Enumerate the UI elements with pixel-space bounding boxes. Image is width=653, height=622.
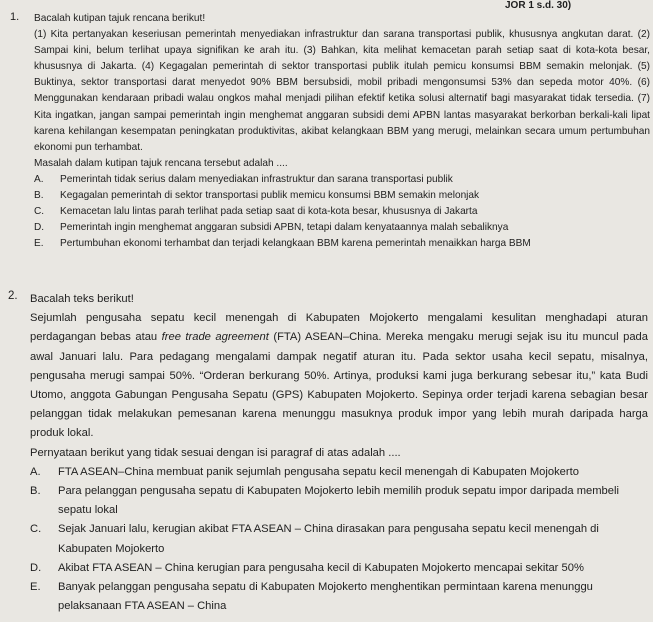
question-1-option-c[interactable] xyxy=(34,204,650,220)
question-2-paragraph xyxy=(30,309,648,443)
question-2-option-e[interactable] xyxy=(30,578,648,616)
option-text: Pertumbuhan ekonomi terhambat dan terjadi kelangkaan BBM karena pemerintah menaikkan harga BBM xyxy=(60,238,531,250)
question-1-option-d[interactable] xyxy=(34,220,650,236)
option-text: Banyak pelanggan pengusaha sepatu di Kabupaten Mojokerto menghentikan permintaan karena menunggu pelaksanaan FTA ASEAN – China xyxy=(58,581,593,613)
question-1-intro: Bacalah kutipan tajuk rencana berikut! xyxy=(34,13,206,24)
paragraph-italic-term: free trade agreement xyxy=(161,331,269,344)
option-text: Kegagalan pemerintah di sektor transportasi publik memicu konsumsi BBM semakin melonjak xyxy=(60,190,480,202)
question-1-option-b[interactable] xyxy=(34,188,650,204)
option-text: Pemerintah tidak serius dalam menyediakan infrastruktur dan sarana transportasi publik xyxy=(60,173,453,185)
question-2 xyxy=(8,290,648,616)
option-text: Akibat FTA ASEAN – China kerugian para pengusaha kecil di Kabupaten Mojokerto mencapai sekitar 50% xyxy=(58,561,584,574)
option-text: Pemerintah ingin menghemat anggaran subsidi APBN, tetapi dalam kenyataannya malah sebaliknya xyxy=(60,222,509,234)
question-1 xyxy=(10,11,650,252)
option-letter: E. xyxy=(30,581,41,594)
option-text: Para pelanggan pengusaha sepatu di Kabupaten Mojokerto lebih memilih produk sepatu impor daripada membeli sepatu lokal xyxy=(58,485,619,517)
question-2-option-b[interactable] xyxy=(30,482,648,520)
question-1-prompt: Masalah dalam kutipan tajuk rencana tersebut adalah .... xyxy=(34,157,288,169)
option-letter: D. xyxy=(34,222,45,234)
question-2-intro: Bacalah teks berikut! xyxy=(30,293,134,305)
page-header-ref: JOR 1 s.d. 30) xyxy=(505,0,572,11)
question-2-number: 2. xyxy=(8,290,18,302)
option-letter: A. xyxy=(34,173,44,185)
question-2-option-a[interactable] xyxy=(30,463,648,482)
option-letter: D. xyxy=(30,561,42,574)
question-2-option-c[interactable] xyxy=(30,520,648,558)
option-text: FTA ASEAN–China membuat panik sejumlah pengusaha sepatu kecil menengah di Kabupaten Mojokerto xyxy=(58,465,579,478)
option-letter: C. xyxy=(30,523,42,536)
paragraph-text-a: Sejumlah pengusaha sepatu kecil menengah di Kabupaten Mojokerto mengalami kesulitan menghadapi aturan perdagangan bebas atau xyxy=(30,312,648,344)
option-text: Sejak Januari lalu, kerugian akibat FTA ASEAN – China dirasakan para pengusaha sepatu kecil menengah di Kabupaten Mojokerto xyxy=(58,523,599,555)
option-letter: B. xyxy=(34,190,44,202)
option-letter: A. xyxy=(30,465,41,478)
question-1-option-a[interactable] xyxy=(34,172,650,188)
paragraph-text-b: (FTA) ASEAN–China. Mereka mengaku merugi sejak isu itu muncul pada awal Januari lalu. Para pedagang mengalami dampak negatif aturan itu. Pada sektor usaha kecil sepatu, misalnya, pengusaha merugi sampai 50%. “Orderan berkurang 50%. Artinya, produksi kami juga berkurang sebesar itu,” kata Budi Utomo, anggota Gabungan Pengusaha Sepatu (GPS) Kabupaten Mojokerto. Sepinya order terjadi karena sebagian besar pelanggan tidak melakukan pemesanan karena menunggu masuknya produk impor yang lebih murah daripada harga produk lokal. xyxy=(30,331,648,440)
option-letter: C. xyxy=(34,206,45,218)
question-2-option-d[interactable] xyxy=(30,559,648,578)
option-letter: B. xyxy=(30,485,41,498)
option-letter: E. xyxy=(34,238,44,250)
question-1-paragraph: (1) Kita pertanyakan keseriusan pemerintah menyediakan infrastruktur dan sarana transportasi publik, khususnya angkutan darat. (2) Sampai kini, belum terlihat upaya signifikan ke arah itu. (3) Bahkan, kita melihat kemacetan parah setiap saat di kota-kota besar, khususnya di Jakarta. (4) Kegagalan pemerintah di sektor transportasi publik itulah pemicu konsumsi BBM semakin melonjak. (5) Buktinya, sektor transportasi darat menyedot 90% BBM bersubsidi, mobil pribadi mengonsumsi 53% dan sepeda motor 40%. (6) Menggunakan kendaraan pribadi walau ongkos mahal menjadi pilihan efektif ketika solusi alternatif bagi masyarakat tidak tersedia. (7) Kita ingatkan, jangan sampai pemerintah ingin menghemat anggaran subsidi demi APBN lantas masyarakat berkorban berkali-kali lipat karena kehilangan kesempatan peningkatan produktivitas, akibat kelangkaan BBM yang merugi, melainkan secara umum pertumbuhan ekonomi pun terhambat. xyxy=(34,29,650,153)
question-2-prompt: Pernyataan berikut yang tidak sesuai dengan isi paragraf di atas adalah .... xyxy=(30,446,401,459)
option-text: Kemacetan lalu lintas parah terlihat pada setiap saat di kota-kota besar, khususnya di Jakarta xyxy=(60,206,478,218)
question-1-option-e[interactable] xyxy=(34,236,650,252)
question-1-number: 1. xyxy=(10,11,20,23)
